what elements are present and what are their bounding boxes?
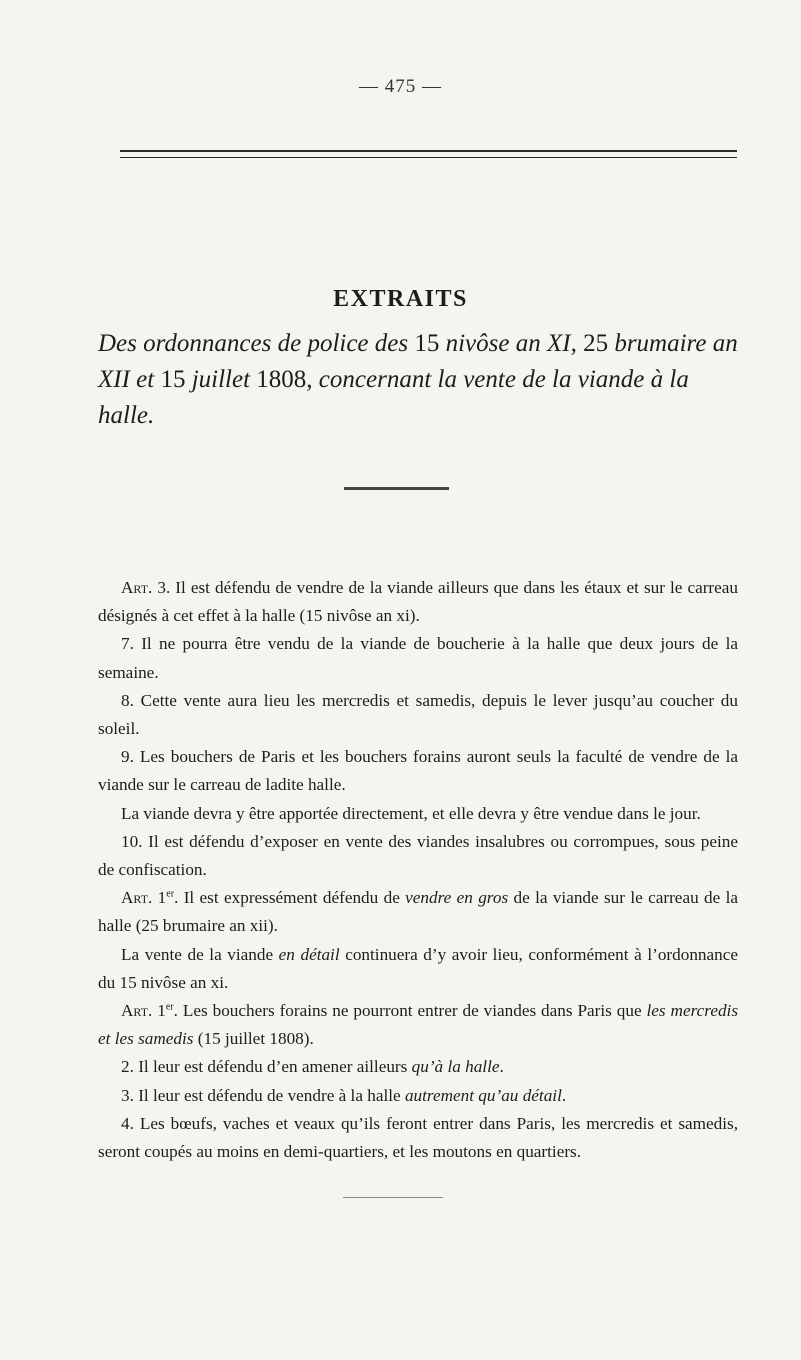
section-divider [344, 487, 449, 490]
paragraph-art-3-juillet [98, 1082, 738, 1110]
article-label: Art. [121, 1001, 153, 1021]
article-label: Art. [121, 578, 153, 597]
paragraph-text: . Les bouchers forains ne pourront entrer de viandes dans Paris que [173, 1001, 647, 1021]
subtitle-part: Des ordonnances de police des [98, 330, 415, 357]
paragraph-text: 2. Il leur est défendu d’en amener ailleurs [121, 1057, 412, 1077]
emphasis: les mercredis et les samedis [98, 1001, 739, 1049]
paragraph-art-4: 4. Les bœufs, vaches et veaux qu’ils feront entrer dans Paris, les mercredis et samedis, seront coupés au moins en demi-quartiers, et les moutons en quartiers. [98, 1113, 738, 1162]
paragraph-art-1-brumaire [98, 884, 738, 940]
section-title: EXTRAITS [333, 286, 468, 312]
ordinal-suffix: er [165, 1001, 174, 1013]
article-number: 1 [152, 1001, 166, 1021]
paragraph-detail-sale [98, 941, 738, 997]
paragraph-art-9: 9. Les bouchers de Paris et les bouchers forains auront seuls la faculté de vendre de la viande sur le carreau de ladite halle. [98, 747, 738, 795]
paragraph-text: . Il est expressément défendu de [174, 888, 406, 908]
subtitle-number: 25 [583, 330, 609, 357]
emphasis: qu’à la halle [411, 1057, 500, 1077]
paragraph-art-3 [98, 574, 738, 630]
paragraph-text: de la viande sur le carreau de la halle (25 brumaire an xii). [98, 888, 738, 936]
page-number: — 475 — [359, 76, 442, 97]
article-number: 1 [152, 888, 167, 908]
subtitle-part: , concernant la vente de la viande à la halle. [98, 366, 689, 429]
paragraph-text: La vente de la viande [121, 944, 279, 964]
emphasis: autrement qu’au détail [404, 1085, 562, 1105]
emphasis: vendre en gros [405, 888, 509, 908]
closing-rule [343, 1197, 443, 1198]
paragraph-text: . [499, 1057, 504, 1077]
subtitle-part: brumaire an XII et [98, 330, 738, 393]
paragraph-text: . [561, 1085, 567, 1105]
header-double-rule [120, 150, 737, 158]
paragraph-text: 3. Il est défendu de vendre de la viande ailleurs que dans les étaux et sur le carreau désignés à cet effet à la halle (15 nivôse an xi). [98, 578, 738, 626]
ordinal-suffix: er [166, 888, 175, 900]
document-subtitle [98, 326, 738, 434]
paragraph-art-7: 7. Il ne pourra être vendu de la viande de boucherie à la halle que deux jours de la semaine. [98, 634, 738, 682]
subtitle-part: juillet [185, 366, 257, 393]
paragraph-art-9-cont: La viande devra y être apportée directement, et elle devra y être vendue dans le jour. [121, 803, 701, 823]
subtitle-part: nivôse an XI, [439, 330, 584, 357]
emphasis: en détail [278, 944, 340, 964]
ordinance-body [98, 574, 738, 1166]
subtitle-number: 1808 [256, 366, 307, 393]
subtitle-number: 15 [414, 330, 440, 357]
article-label: Art. [121, 888, 153, 908]
paragraph-art-1-juillet [98, 997, 738, 1053]
paragraph-art-2 [98, 1053, 738, 1081]
paragraph-text: 3. Il leur est défendu de vendre à la halle [121, 1085, 405, 1105]
paragraph-text: (15 juillet 1808). [193, 1029, 314, 1049]
subtitle-number: 15 [160, 366, 186, 393]
paragraph-art-10: 10. Il est défendu d’exposer en vente des viandes insalubres ou corrompues, sous peine de confiscation. [98, 831, 738, 880]
paragraph-art-8: 8. Cette vente aura lieu les mercredis et samedis, depuis le lever jusqu’au coucher du soleil. [98, 690, 738, 739]
paragraph-text: continuera d’y avoir lieu, conformément à l’ordonnance du 15 nivôse an xi. [98, 944, 738, 992]
